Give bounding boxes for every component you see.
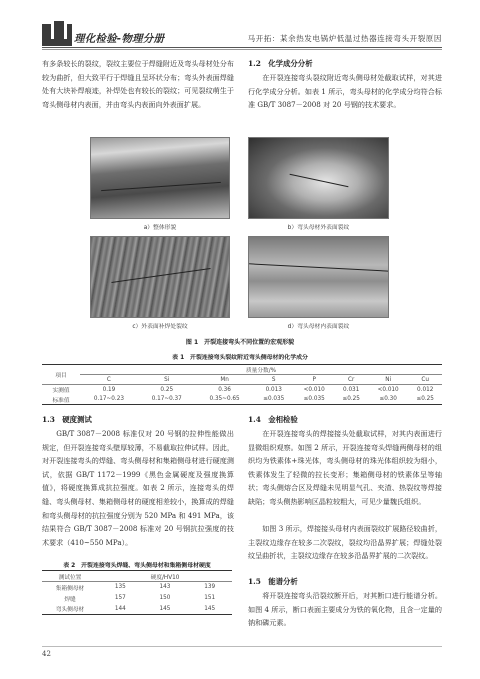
crack-line	[111, 268, 210, 283]
section-1-2-title: 1.2 化学成分分析	[248, 59, 313, 68]
table-1-col: Cu	[408, 375, 442, 385]
figure-1a-caption: a）整体形貌	[143, 225, 177, 231]
table-1-cell: ≤0.25	[408, 395, 442, 405]
table-1-cell: 0.25	[138, 385, 196, 395]
journal-name: 理化检验-物理分册	[74, 33, 165, 45]
table-row	[42, 395, 442, 405]
header-rule-thin	[42, 49, 442, 50]
table-1-row-header: 项目	[42, 365, 80, 385]
table-1-cell: 0.17~0.23	[80, 395, 138, 405]
table-row	[42, 385, 442, 395]
table-1-cell: <0.010	[294, 385, 334, 395]
figure-1c-caption: c）外表面补焊处裂纹	[132, 324, 188, 330]
table-row	[42, 593, 232, 604]
table-2-cell: 143	[159, 584, 171, 591]
table-1-cell: 0.031	[334, 385, 368, 395]
table-1-row-label: 实测值	[42, 385, 80, 395]
table-2-row-label: 焊缝	[64, 596, 76, 603]
table-1-cell: ≤0.035	[253, 395, 293, 405]
table-2-title: 表 2 开裂连接弯头焊缝、弯头侧母材和集箱侧母材硬度	[63, 563, 211, 569]
table-2-cell: 145	[143, 604, 188, 615]
page-number: 42	[42, 650, 51, 658]
table-1-cell: ≤0.035	[294, 395, 334, 405]
table-1-col: Si	[138, 375, 196, 385]
figure-1a-photo	[90, 137, 230, 219]
page-header	[0, 0, 480, 50]
figure-1d-photo	[248, 236, 389, 318]
table-2-cell: 139	[204, 584, 216, 591]
table-1-col: S	[253, 375, 293, 385]
table-1-cell: 0.17~0.37	[138, 395, 196, 405]
table-1-group-header: 质量分数/%	[80, 365, 442, 375]
table-1-col: Cr	[334, 375, 368, 385]
section-1-3-text: GB/T 3087－2008 标准仅对 20 号钢的拉伸性能做出规定，但开裂连接弯头壁厚较薄，不易截取拉伸试样。因此，对开裂连接弯头的焊缝、弯头侧母材和集箱侧母材进行硬度测试，依据 GB/T 1172－1999《黑色金属硬度及强度换算值》，将硬度换算成抗拉强度。如表 2 所示，连接弯头的焊缝、弯头侧母材、集箱侧母材的硬度相差较小，换算成的焊缝和弯头侧母材的抗拉强度分别为 520 MPa 和 491 MPa，该结果符合 GB/T 3087－2008 标准对 20 号钢抗拉强度的技术要求（410~550 MPa）。	[42, 429, 234, 547]
table-1-cell: 0.19	[80, 385, 138, 395]
crack-line	[101, 182, 221, 191]
table-2-cell: 135	[114, 584, 126, 591]
table-2-row-label: 集箱侧母材	[55, 585, 85, 592]
table-1-col: P	[294, 375, 334, 385]
table-1-col: Mn	[196, 375, 254, 385]
table-1-row-label: 标准值	[42, 395, 80, 405]
table-2	[42, 570, 232, 615]
header-rule	[42, 47, 442, 48]
table-2-cell: 151	[204, 595, 216, 601]
table-2-row-label: 弯头侧母材	[42, 604, 98, 615]
section-1-4-text-1: 在开裂连接弯头的焊接接头处截取试样，对其内表面进行显微组织观察。如图 2 所示，开裂连接弯头焊缝两侧母材的组织均为铁素体+珠光体，弯头侧母材的珠光体组织较为细小，铁素体发生了轻微的拉长变形；集箱侧母材的铁素体呈等轴状；弯头侧熔合区及焊缝未见明显气孔、夹渣、热裂纹等焊接缺陷；弯头侧热影响区晶粒较粗大，可见少量魏氏组织。	[248, 429, 442, 506]
section-1-4-title: 1.4 金相检验	[248, 415, 298, 424]
section-1-3-title: 1.3 硬度测试	[42, 415, 92, 424]
figure-1b-photo	[248, 137, 389, 219]
figure-1c-photo	[90, 236, 230, 318]
table-1-cell: <0.010	[368, 385, 408, 395]
crack-line	[249, 263, 389, 271]
table-2-header: 测试位置	[42, 571, 98, 582]
figure-1-title: 图 1 开裂连接弯头不同位置的宏观形貌	[185, 339, 295, 346]
intro-paragraph: 有多条较长的裂纹，裂纹主要位于焊缝附近及弯头母材处分布较为曲折，但大致平行于焊缝且呈环状分布；弯头外表面焊缝处有大块补焊痕迹，补焊处也有较长的裂纹；可见裂纹萌生于弯头侧母材内表面，并由弯头内表面向外表面扩展。	[42, 59, 234, 109]
table-1-col: C	[80, 375, 138, 385]
table-1-cell: 0.013	[253, 385, 293, 395]
table-2-cell: 150	[159, 595, 171, 601]
table-2-cell: 145	[187, 604, 232, 615]
table-2-cell: 144	[98, 604, 143, 615]
table-1-cell: 0.012	[408, 385, 442, 395]
figure-1d-caption: d）弯头母材内表面裂纹	[287, 324, 350, 330]
journal-logo-icon	[42, 24, 72, 46]
table-1-title: 表 1 开裂连接弯头裂纹附近弯头侧母材的化学成分	[172, 355, 308, 361]
section-1-4-text-2: 如图 3 所示，焊接接头母材内表面裂纹扩展路径较曲折，主裂纹边缘存在较多二次裂纹，裂纹均沿晶界扩展；焊缝处裂纹呈曲折状，主裂纹边缘存在较多沿晶界扩展的二次裂纹。	[248, 524, 442, 561]
table-1-cell: ≤0.25	[334, 395, 368, 405]
table-1-cell: 0.35~0.65	[196, 395, 254, 405]
table-1-cell: ≤0.30	[368, 395, 408, 405]
figure-1b-caption: b）弯头母材外表面裂纹	[287, 225, 350, 231]
crack-line	[290, 174, 349, 187]
table-2-cell: 157	[114, 595, 126, 601]
footer-rule	[42, 646, 442, 647]
running-title: 马开拓：某余热发电锅炉低温过热器连接弯头开裂原因	[247, 34, 442, 43]
section-1-5-text: 将开裂连接弯头沿裂纹断开后，对其断口进行能谱分析。如图 4 所示，断口表面主要成分为铁的氧化物，且含一定量的钠和磷元素。	[248, 591, 442, 628]
table-1	[42, 364, 442, 405]
table-row	[42, 604, 232, 615]
section-1-2-text: 在开裂连接弯头裂纹附近弯头侧母材处截取试样，对其进行化学成分分析。如表 1 所示，弯头母材的化学成分均符合标准 GB/T 3087－2008 对 20 号钢的技术要求。	[248, 73, 442, 110]
table-1-cell: 0.36	[196, 385, 254, 395]
table-2-header: 硬度/HV10	[98, 571, 232, 582]
table-1-col: Ni	[368, 375, 408, 385]
table-row	[42, 582, 232, 593]
section-1-5-title: 1.5 能谱分析	[248, 577, 298, 586]
